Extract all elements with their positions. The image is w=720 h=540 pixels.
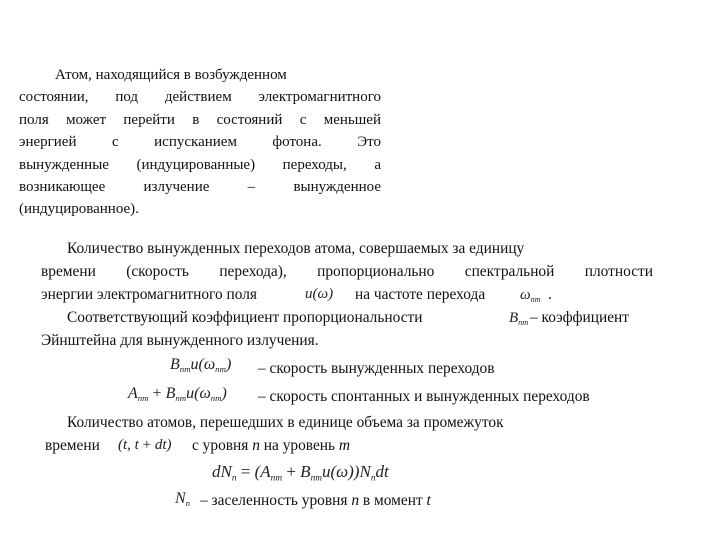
paragraph-1 bbox=[19, 64, 381, 224]
formula-total-rate: $A_{nm} + B_{nm}u(\omega_{nm})$ bbox=[128, 385, 227, 404]
last-line-text bbox=[200, 492, 431, 510]
from-level-label: с уровня bbox=[192, 437, 249, 454]
paragraph-3-line-1: Количество атомов, перешедших в единице объема за промежуток bbox=[67, 414, 504, 431]
paragraph-3-line-2a: времени bbox=[45, 437, 100, 454]
formula-forced-rate: $B_{nm}u(\omega_{nm})$ bbox=[170, 356, 232, 375]
moment-t: t bbox=[426, 492, 431, 509]
paragraph-2-line-5: Эйнштейна для вынужденного излучения. bbox=[41, 332, 319, 349]
formula-dN: $dN_n = (A_{nm} + B_{nm}u(\omega))N_ndt$ bbox=[212, 462, 389, 484]
paragraph-1-line-4: энергией с испусканием фотона. Это bbox=[19, 134, 381, 151]
paragraph-3-line-2b bbox=[192, 437, 350, 455]
paragraph-1-line-2: состоянии, под действием электромагнитного bbox=[19, 89, 381, 106]
population-level-n: n bbox=[351, 492, 360, 509]
formula-B-nm: $B_{nm}$ bbox=[509, 310, 529, 327]
paragraph-2-line-4a: Соответствующий коэффициент пропорциональности bbox=[67, 309, 423, 326]
paragraph-2-line-2: времени (скорость перехода), пропорционально спектральной плотности bbox=[41, 263, 653, 280]
paragraph-1-line-6: возникающее излучение – вынужденное bbox=[19, 179, 381, 195]
paragraph-2-line-3b: на частоте перехода bbox=[355, 286, 486, 303]
paragraph-1-line-3: поля может перейти в состояний с меньшей bbox=[19, 111, 381, 128]
paragraph-2-line-4b: – коэффициент bbox=[530, 309, 629, 326]
paragraph-2-line-3a: энергии электромагнитного поля bbox=[41, 286, 257, 303]
paragraph-1-line-5: вынужденные (индуцированные) переходы, а bbox=[19, 156, 381, 173]
formula-u-omega: u(ω) bbox=[305, 286, 334, 302]
paragraph-2-line-3c: . bbox=[548, 286, 552, 303]
paragraph-1-line-7: (индуцированное). bbox=[19, 201, 139, 218]
total-rate-text: – скорость спонтанных и вынужденных переходов bbox=[258, 388, 590, 405]
formula-interval: (t, t + dt) bbox=[118, 437, 172, 453]
moment-label: в момент bbox=[362, 492, 423, 509]
paragraph-2-line-1: Количество вынужденных переходов атома, совершаемых за единицу bbox=[67, 240, 525, 257]
formula-Nn: $N_n$ bbox=[175, 490, 191, 509]
paragraph-1-line-1: Атом, находящийся в возбужденном bbox=[55, 67, 287, 83]
population-label: – заселенность уровня bbox=[200, 492, 348, 509]
level-n: n bbox=[252, 437, 260, 454]
forced-rate-text: – скорость вынужденных переходов bbox=[258, 360, 495, 377]
formula-omega-nm: $\omega_{nm}$ bbox=[520, 287, 541, 304]
to-level-label: на уровень bbox=[263, 437, 336, 454]
level-m: m bbox=[338, 437, 351, 454]
